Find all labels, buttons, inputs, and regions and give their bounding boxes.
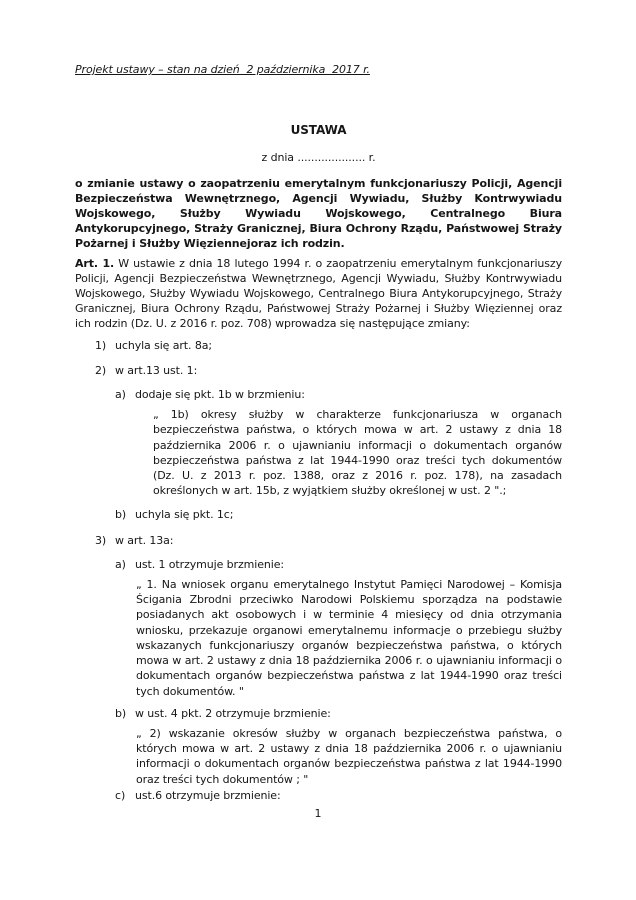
date-line: z dnia .................... r. [261,151,376,165]
article-1-paragraph [75,256,562,332]
list-item-3a [75,557,562,572]
list-item-2a-marker: a) [115,388,126,402]
list-item-2a [75,387,562,402]
list-item-3b-marker: b) [115,706,127,720]
list-item-2a-text: dodaje się pkt. 1b w brzmieniu: [135,388,305,402]
list-item-1-marker: 1) [95,338,107,352]
list-item-2-marker: 2) [95,363,107,377]
article-1-text: W ustawie z dnia 18 lutego 1994 r. o zaopatrzeniu emerytalnym funkcjonariuszy Policji, Agencji Bezpieczeństwa Wewnętrznego, Agencji Wywiadu, Służby Kontrwywiadu Wojskowego, Służby Wywiadu Wojskowego, Centralnego Biura Antykorupcyjnego, Straży Granicznej, Biura Ochrony Rządu, Państwowej Straży Pożarnej i Służby Więziennej oraz ich rodzin (Dz. U. z 2016 r. poz. 708) wprowadza się następujące zmiany: [75,256,562,331]
draft-status-note [75,62,562,77]
list-item-3c-text: ust.6 otrzymuje brzmienie: [135,788,281,802]
list-item-3a-marker: a) [115,557,126,571]
list-item-3-text: w art. 13a: [115,533,174,547]
list-item-2 [75,363,562,378]
list-item-2-text: w art.13 ust. 1: [115,363,198,377]
list-item-3a-text: ust. 1 otrzymuje brzmienie: [135,557,284,571]
quoted-provision-1b: „ 1b) okresy służby w charakterze funkcjonariusza w organach bezpieczeństwa państwa, o których mowa w art. 2 ustawy z dnia 18 października 2006 r. o ujawnianiu informacji o dokumentach organów bezpieczeństwa państwa z lat 1944-1990 oraz treści tych dokumentów (Dz. U. z 2013 r. poz. 1388, oraz z 2016 r. poz. 178), na zasadach określonych w art. 15b, z wyjątkiem służby określonej w ust. 2 ".; [153,408,562,498]
draft-status-note-text: Projekt ustawy – stan na dzień 2 października 2017 r. [75,63,370,76]
list-item-1-text: uchyla się art. 8a; [115,338,212,352]
list-item-3-marker: 3) [95,533,107,547]
list-item-1 [75,338,562,353]
list-item-3b [75,706,562,721]
law-subject: o zmianie ustawy o zaopatrzeniu emerytalnym funkcjonariuszy Policji, Agencji Bezpieczeństwa Wewnętrznego, Agencji Wywiadu, Służby Kontrwywiadu Wojskowego, Służby Wywiadu Wojskowego, Centralnego Biura Antykorupcyjnego, Straży Granicznej, Biura Ochrony Rządu, Państwowej Straży Pożarnej i Służby Więziennejoraz ich rodzin. [75,176,562,251]
page-number: 1 [314,807,322,820]
article-1-label: Art. 1. [75,256,115,270]
list-item-2b-marker: b) [115,508,127,522]
list-item-2b [75,507,562,522]
quoted-provision-pkt2: „ 2) wskazanie okresów służby w organach bezpieczeństwa państwa, o których mowa w art. 2 ustawy z dnia 18 października 2006 r. o ujawnianiu informacji o dokumentach organów bezpieczeństwa państwa z lat 1944-1990 oraz treści tych dokumentów ; " [136,726,562,786]
list-item-3c-marker: c) [115,788,126,802]
quoted-provision-ust1: „ 1. Na wniosek organu emerytalnego Instytut Pamięci Narodowej – Komisja Ścigania Zbrodni przeciwko Narodowi Polskiemu sporządza na podstawie posiadanych akt osobowych i w terminie 4 miesięcy od dnia otrzymania wniosku, przekazuje organowi emerytalnemu informacje o przebiegu służby wskazanych funkcjonariuszy organów bezpieczeństwa państwa, o których mowa w art. 2 ustawy z dnia 18 października 2006 r. o ujawnianiu informacji o dokumentach organów bezpieczeństwa państwa z lat 1944-1990 oraz treści tych dokumentów. " [136,578,562,698]
list-item-3b-text: w ust. 4 pkt. 2 otrzymuje brzmienie: [135,706,331,720]
list-item-3c [75,788,562,803]
list-item-2b-text: uchyla się pkt. 1c; [135,508,234,522]
list-item-3 [75,533,562,548]
law-title: USTAWA [290,123,347,138]
